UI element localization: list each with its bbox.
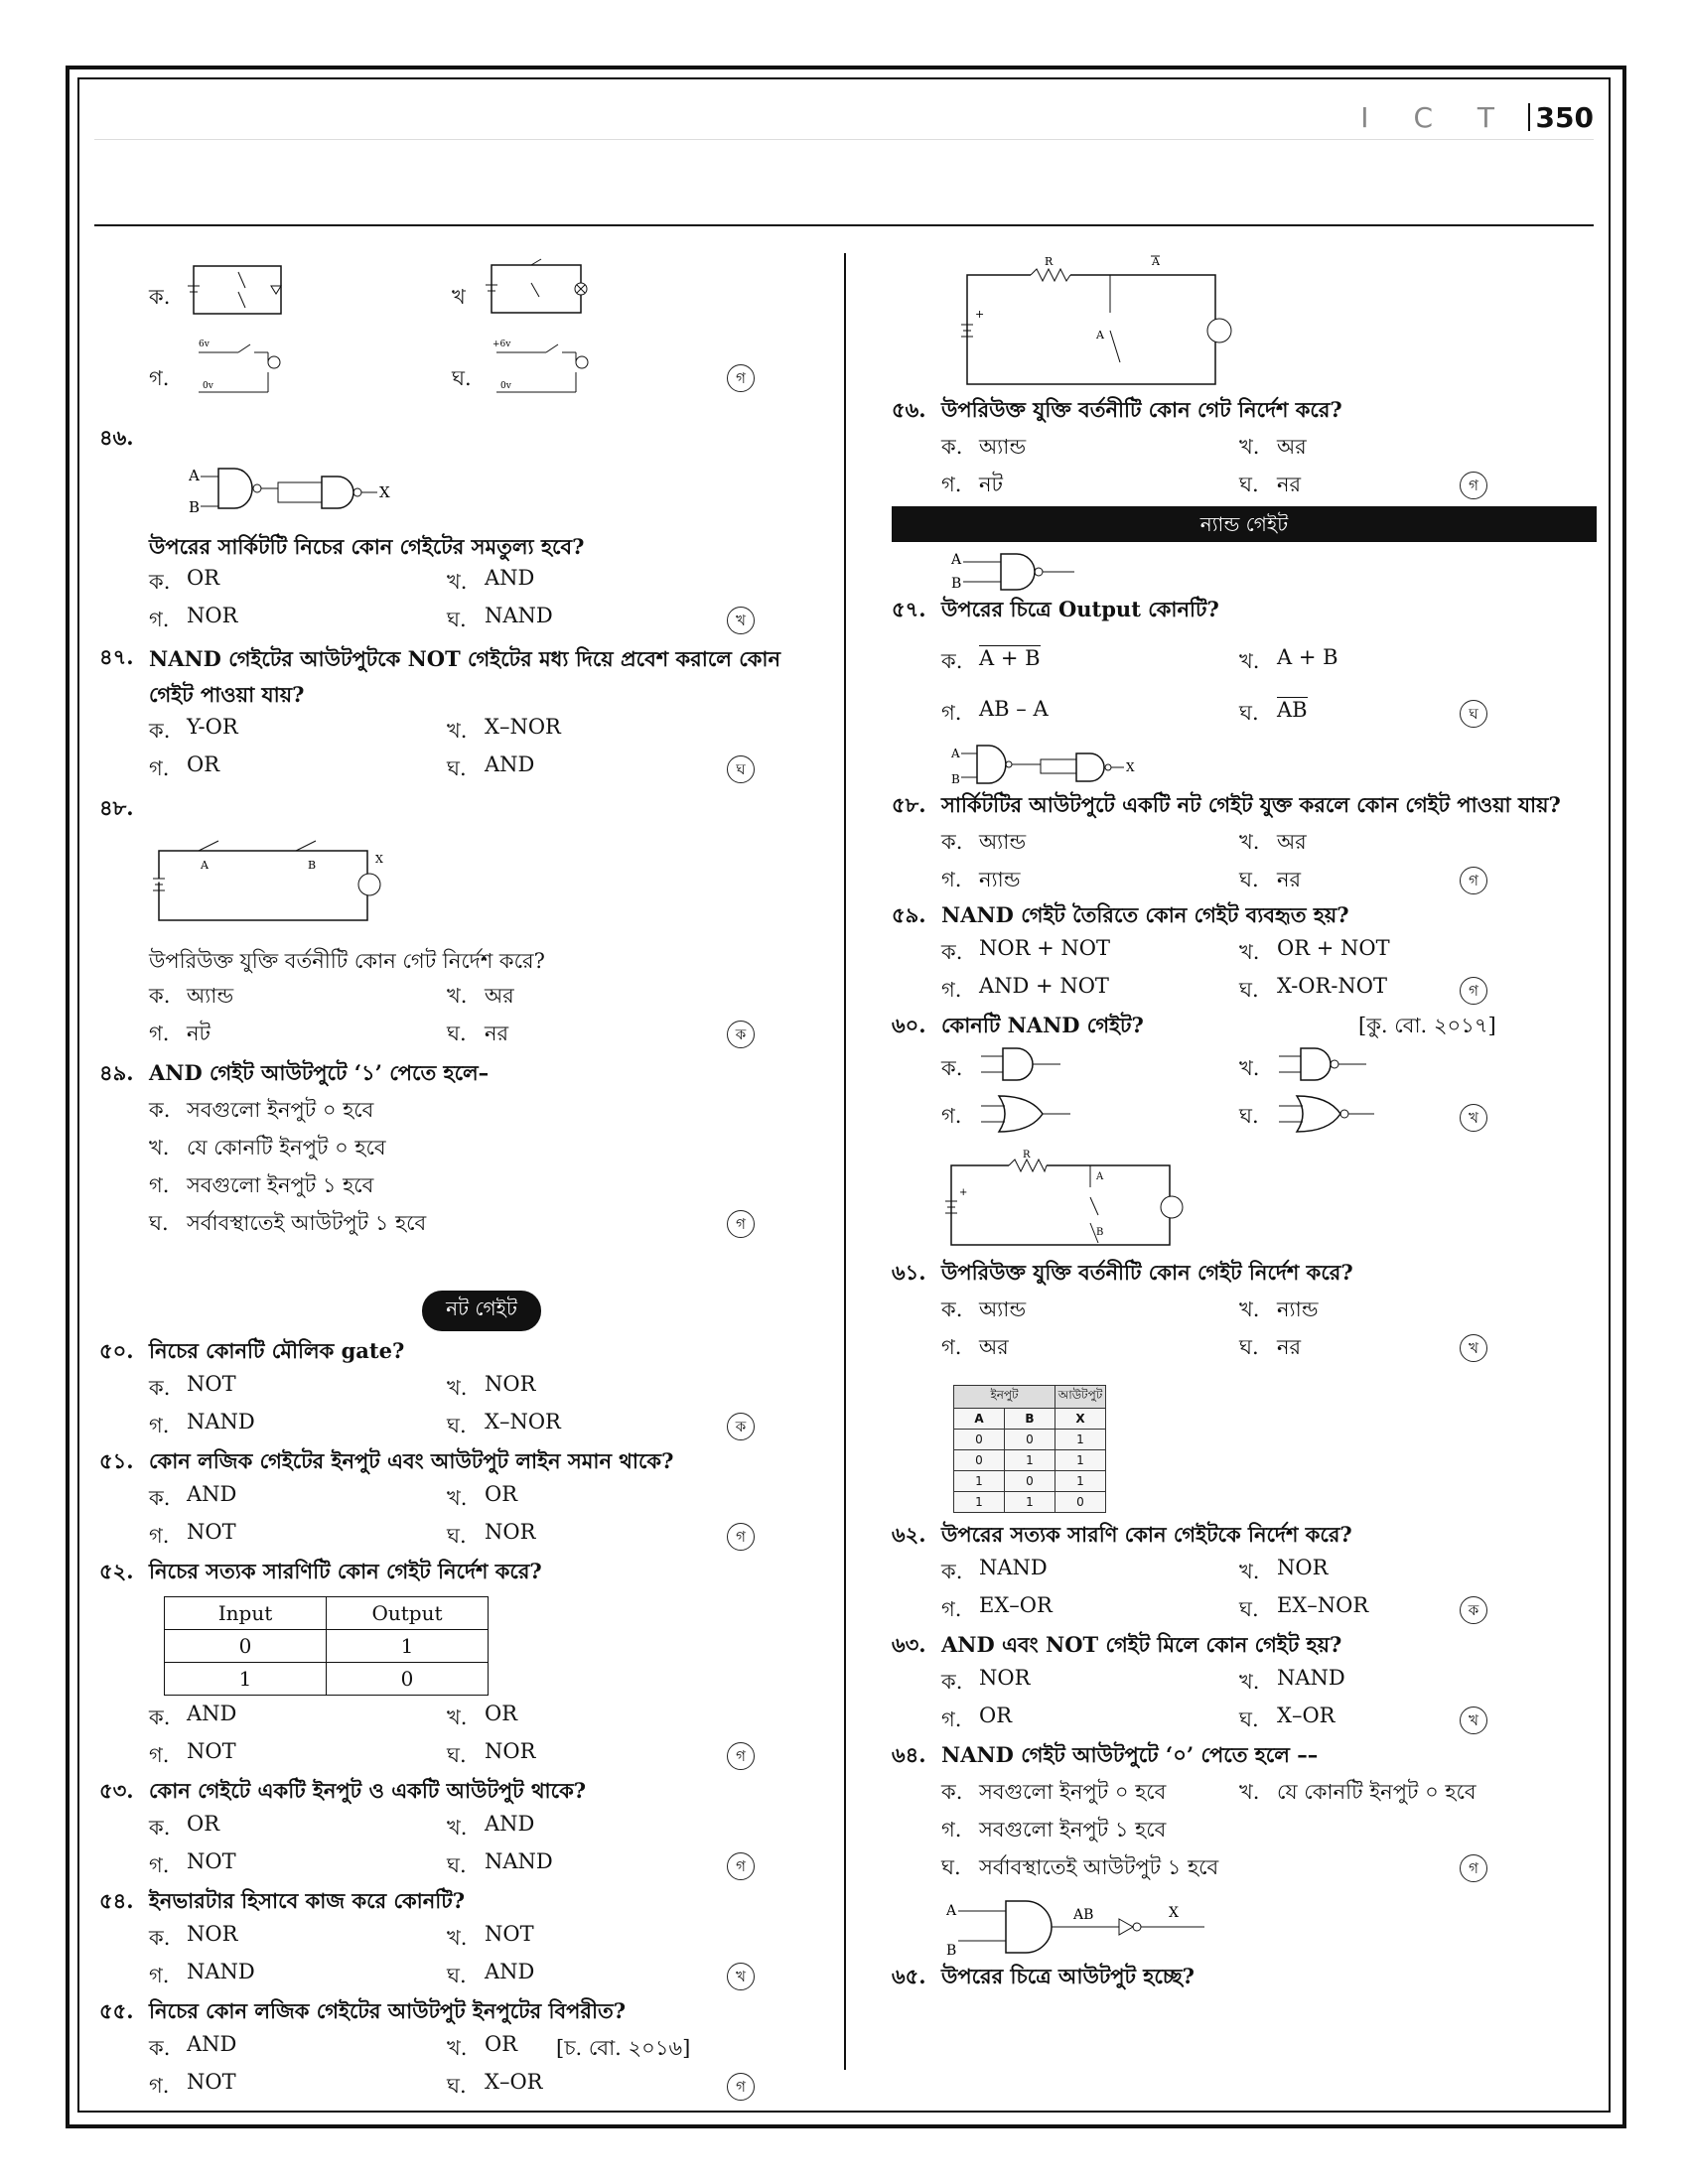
svg-text:A: A [951, 552, 962, 568]
answer-badge: ঘ [727, 755, 755, 783]
question-58: ৫৮. সার্কিটটির আউটপুটে একটি নট গেইট যুক্ত করলে কোন গেইট পাওয়া যায়? ক. অ্যান্ড খ. অর গ. ন্যান্ড ঘ. নর গ [892, 789, 1597, 899]
nor-gate-option [1279, 1092, 1388, 1136]
svg-text:B: B [189, 498, 201, 516]
svg-text:R: R [1045, 255, 1054, 268]
svg-text:A: A [951, 747, 960, 760]
answer-badge: ক [727, 1021, 755, 1048]
left-column [99, 253, 824, 2106]
question-50: ৫০. নিচের কোনটি মৌলিক gate? ক. NOT খ. NOR গ. NAND ঘ. X–NOR ক [99, 1335, 824, 1445]
svg-text:+6v: +6v [492, 340, 511, 349]
header-rule [94, 224, 1594, 226]
svg-text:A: A [201, 859, 209, 872]
svg-text:B: B [1096, 1227, 1104, 1238]
svg-text:B: B [951, 576, 962, 592]
answer-badge: গ [727, 364, 755, 392]
right-column [892, 253, 1597, 1995]
subject-label: I C T [1360, 101, 1512, 134]
answer-badge: গ [727, 1210, 755, 1238]
question-59: ৫৯. NAND গেইট তৈরিতে কোন গেইট ব্যবহৃত হয়? ক. NOR + NOT খ. OR + NOT গ. AND + NOT ঘ. X-OR-NOT গ [892, 899, 1597, 1010]
question-53: ৫৩. কোন গেইটে একটি ইনপুট ও একটি আউটপুট থাকে? ক. OR খ. AND গ. NOT ঘ. NAND গ [99, 1775, 824, 1885]
answer-badge: ঘ [1460, 700, 1487, 728]
section-not-gate: নট গেইট [99, 1291, 824, 1331]
and-not-circuit [951, 744, 1150, 789]
and-gate-option [981, 1044, 1070, 1084]
svg-text:X: X [375, 853, 383, 866]
series-switch-circuit [149, 833, 407, 942]
question-46: ৪৬. A B X উপরের সার্কিটটি নিচের কোন গেইটের সমতুল্য হবে? ক. OR খ. AND গ. NOR ঘ. NAND খ [99, 422, 824, 639]
section-nand-gate: ন্যান্ড গেইট [892, 506, 1597, 542]
board-reference: [চ. বো. ২০১৬] [556, 2035, 691, 2060]
and-not-chain [946, 1895, 1244, 1961]
gate-options: ক. খ. গ. ঘ. খ [941, 1044, 1597, 1144]
parallel-switch-circuit [941, 1148, 1199, 1257]
circuit-option-ka [184, 258, 293, 323]
answer-badge: গ [1460, 1854, 1487, 1882]
question-60: ৬০. কোনটি NAND গেইট? [কু. বো. ২০১৭] ক. খ. গ. ঘ. খ [892, 1010, 1597, 1144]
question-62: ৬২. উপরের সত্যক সারণি কোন গেইটকে নির্দেশ করে? ক. NAND খ. NOR গ. EX–OR ঘ. EX–NOR ক [892, 1519, 1597, 1629]
question-57: ৫৭. উপরের চিত্রে Output কোনটি? ক. A + B খ. A + B গ. AB – A ঘ. AB ঘ [892, 594, 1597, 740]
svg-text:X: X [379, 483, 390, 501]
nand-gate-option [1279, 1044, 1378, 1084]
question-51: ৫১. কোন লজিক গেইটের ইনপুট এবং আউটপুট লাইন সমান থাকে? ক. AND খ. OR গ. NOT ঘ. NOR গ [99, 1445, 824, 1556]
svg-text:6v: 6v [199, 340, 210, 349]
svg-text:B: B [951, 772, 960, 786]
answer-badge: গ [1460, 867, 1487, 894]
or-gate-option [981, 1092, 1080, 1136]
question-65: ৬৫. উপরের চিত্রে আউটপুট হচ্ছে? [892, 1964, 1195, 1988]
svg-text:A: A [1152, 255, 1160, 268]
answer-badge: গ [1460, 977, 1487, 1005]
answer-badge: ক [1460, 1596, 1487, 1624]
answer-badge: খ [1460, 1334, 1487, 1362]
answer-badge: গ [727, 2073, 755, 2101]
answer-badge: ক [727, 1413, 755, 1440]
svg-text:A: A [946, 1903, 957, 1919]
question-63: ৬৩. AND এবং NOT গেইট মিলে কোন গেইট হয়? ক. NOR খ. NAND গ. OR ঘ. X–OR খ [892, 1629, 1597, 1739]
answer-badge: খ [1460, 1706, 1487, 1734]
svg-text:R: R [1023, 1150, 1031, 1160]
circuit-option-gha [487, 333, 606, 402]
question-56: ৫৬. উপরিউক্ত যুক্তি বর্তনীটি কোন গেট নির্দেশ করে? ক. অ্যান্ড খ. অর গ. নট ঘ. নর গ [892, 394, 1597, 504]
svg-text:X: X [1169, 1905, 1179, 1921]
nand-not-circuit [189, 463, 417, 522]
answer-badge: গ [727, 1742, 755, 1770]
not-gate-circuit [961, 253, 1279, 392]
svg-text:+: + [959, 1187, 968, 1198]
svg-text:A: A [189, 467, 200, 484]
question-64: ৬৪. NAND গেইট আউটপুটে ‘০’ পেতে হলে –– ক. সবগুলো ইনপুট ০ হবে খ. যে কোনটি ইনপুট ০ হবে গ. সবগুলো ইনপুট ১ হবে ঘ. সর্বাবস্থাতেই আউটপুট ১ হবে গ [892, 1739, 1597, 1887]
svg-text:0v: 0v [500, 381, 511, 391]
question-52: ৫২. নিচের সত্যক সারণিটি কোন গেইট নির্দেশ করে? Input Output 0 1 1 0 ক. AND খ. OR গ. NOT ঘ. NOR গ [99, 1556, 824, 1775]
page-number: 350 [1535, 101, 1594, 134]
truth-table: Input Output 0 1 1 0 [164, 1596, 489, 1696]
question-54: ৫৪. ইনভারটার হিসাবে কাজ করে কোনটি? ক. NOR খ. NOT গ. NAND ঘ. AND খ [99, 1885, 824, 1995]
answer-badge: খ [727, 1963, 755, 1990]
svg-text:AB: AB [1073, 1907, 1094, 1923]
question-61: ৬১. উপরিউক্ত যুক্তি বর্তনীটি কোন গেইট নির্দেশ করে? ক. অ্যান্ড খ. ন্যান্ড গ. অর ঘ. নর খ [892, 1257, 1597, 1367]
board-reference: [কু. বো. ২০১৭] [1358, 1014, 1496, 1037]
answer-badge: খ [727, 607, 755, 634]
question-48: ৪৮. A B X উপরিউক্ত যুক্তি বর্তনীটি কোন গেট নির্দেশ করে? ক. অ্যান্ড খ. অর গ. নট ঘ. নর ক [99, 792, 824, 1053]
question-47: ৪৭. NAND গেইটের আউটপুটকে NOT গেইটের মধ্য দিয়ে প্রবেশ করালে কোন গেইট পাওয়া যায়? ক. Y-OR খ. X–NOR গ. OR ঘ. AND ঘ [99, 641, 824, 788]
nand-gate-diagram [951, 550, 1090, 594]
nand-truth-table: ইনপুট আউটপুট A B X 0 0 1 0 1 1 1 0 1 1 1 0 [953, 1385, 1106, 1513]
answer-badge: গ [1460, 472, 1487, 499]
circuit-option-ga [189, 333, 298, 402]
svg-text:+: + [975, 308, 985, 321]
answer-badge: খ [1460, 1104, 1487, 1132]
svg-text:B: B [946, 1943, 957, 1959]
question-49: ৪৯. AND গেইট আউটপুটে ‘১’ পেতে হলে– ক. সবগুলো ইনপুট ০ হবে খ. যে কোনটি ইনপুট ০ হবে গ. সবগুলো ইনপুট ১ হবে ঘ. সর্বাবস্থাতেই আউটপুট ১ হবে গ [99, 1057, 824, 1243]
svg-text:A: A [1096, 329, 1104, 341]
page-header [94, 99, 1594, 140]
svg-text:X: X [1126, 760, 1135, 774]
question-text: উপরের সার্কিটটি নিচের কোন গেইটের সমতুল্য হবে? [149, 534, 585, 559]
question-45-options: ক. খ গ. 6v 0v ঘ. +6v 0v গ [99, 253, 824, 422]
answer-badge: গ [727, 1523, 755, 1551]
options: ক. OR খ. AND গ. NOR ঘ. NAND খ [149, 564, 824, 639]
svg-text:0v: 0v [203, 381, 213, 391]
column-divider [844, 253, 846, 2070]
svg-text:B: B [308, 859, 317, 872]
question-55: ৫৫. নিচের কোন লজিক গেইটের আউটপুট ইনপুটের বিপরীত? ক. AND খ. OR [চ. বো. ২০১৬] গ. NOT ঘ. X–OR গ [99, 1995, 824, 2106]
circuit-option-kha [482, 253, 591, 323]
svg-text:A: A [1096, 1171, 1104, 1182]
answer-badge: গ [727, 1852, 755, 1880]
